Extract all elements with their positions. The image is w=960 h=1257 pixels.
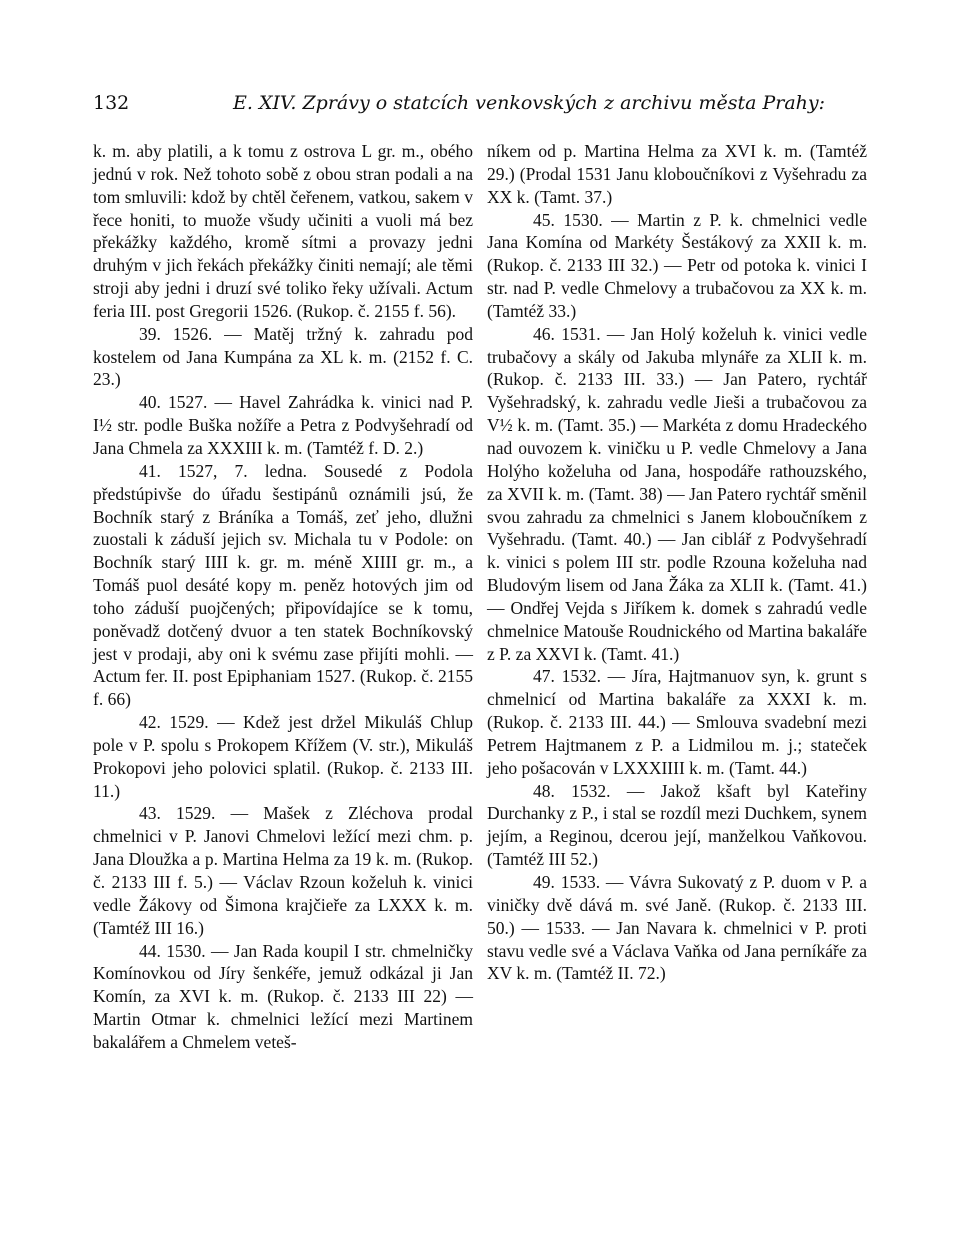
running-title: E. XIV. Zprávy o statcích venkovských z archivu města Prahy: bbox=[233, 92, 826, 114]
page-number: 132 bbox=[93, 92, 130, 114]
running-head bbox=[93, 92, 873, 122]
right-column bbox=[487, 140, 867, 985]
paragraph-left-6: 43. 1529. — Mašek z Zléchova prodal chmelnici v P. Janovi Chmelovi ležící mezi chm. p. Jana Dloužka a p. Martina Helma za 19 k. m. (Rukop. č. 2133 III f. 5.) — Václav Rzoun koželuh k. vinici vedle Žákovy od Šimona krajčieře za LXXX k. m. (Tamtéž III 16.) bbox=[93, 803, 473, 938]
paragraph-left-2: 39. 1526. — Matěj tržný k. zahradu pod kostelem od Jana Kumpána za XL k. m. (2152 f. C. 23.) bbox=[93, 323, 473, 390]
paragraph-left-4: 41. 1527, 7. ledna. Sousedé z Podola předstúpivše do úřadu šestipánů oznámili jsú, že Bochník starý z Bráníka a Tomáš, zeť jeho, dlužni zuostali k záduší jejich sv. Michala tu v Podole: on Bochník starý IIII k. gr. m. méně XIIII gr. m., a Tomáš puol desáté kopy m. peněz hotových jim od toho záduší puojčených; připovídajíce se k tomu, poněvadž dotčený dvuor a ten statek Bochníkovský jest v prodaji, aby oni k svému zase přijíti mohli. — Actum fer. II. post Epiphaniam 1527. (Rukop. č. 2155 f. 66) bbox=[93, 460, 473, 710]
paragraph-right-4: 47. 1532. — Jíra, Hajtmanuov syn, k. grunt s chmelnicí od Martina bakaláře za XXXI k. m. (Rukop. č. 2133 III. 44.) — Smlouva svadební mezi Petrem Hajtmanem z P. a Lidmilou m. j.; stateček jeho pošacován v LXXXIIII k. m. (Tamt. 44.) bbox=[487, 666, 867, 778]
paragraph-right-1: níkem od p. Martina Helma za XVI k. m. (Tamtéž 29.) (Prodal 1531 Janu kloboučníkovi z Vyšehradu za XX k. (Tamt. 37.) bbox=[487, 141, 867, 207]
paragraph-left-7: 44. 1530. — Jan Rada koupil I str. chmelničky Komínovkou od Jíry šenkéře, jemuž odkázal ji Jan Komín, za XVI k. m. (Rukop. č. 2133 III 22) — Martin Otmar k. chmelnici ležící mezi Martinem bakalářem a Chmelem veteš- bbox=[93, 940, 473, 1052]
paragraph-right-6: 49. 1533. — Vávra Sukovatý z P. duom v P. a viničky dvě dává m. své Janě. (Rukop. č. 2133 III. 50.) — 1533. — Jan Navara k. chmelnici v P. proti stavu vedle své a Václava Vaňka od Jana perníkáře za XV k. m. (Tamtéž II. 72.) bbox=[487, 872, 867, 984]
paragraph-right-2: 45. 1530. — Martin z P. k. chmelnici vedle Jana Komína od Markéty Šestákový za XXII k. m. (Rukop. č. 2133 III 32.) — Petr od potoka k. vinici I str. nad P. vedle Chmelovy a trubačovou za XX k. m. (Tamtéž 33.) bbox=[487, 209, 867, 321]
paragraph-right-3: 46. 1531. — Jan Holý koželuh k. vinici vedle trubačovy a skály od Jakuba mlynáře za XLII k. m. (Rukop. č. 2133 III. 33.) — Jan Patero, rychtář Vyšehradský, k. zahradu vedle Jieši a trubačovou za V½ k. m. (Tamt. 35.) — Markéta z domu Hradeckého nad ouvozem k. viničku u P. vedle Chmelovy a Jana Holýho koželuha od Jana, hospodáře rathouzského, za XVII k. m. (Tamt. 38) — Jan Patero rychtář směnil svou zahradu za chmelnici s Janem kloboučníkem z Vyšehradu. (Tamt. 40.) — Jan ciblář z Podvyšehradí k. vinici s polem III str. podle Rzouna koželuha nad Bludovým lisem od Jana Žáka za XLII k. (Tamt. 41.) — Ondřej Vejda s Jiříkem k. domek s zahradú vedle chmelnice Matouše Roudnického od Martina bakaláře z P. za XXVI k. (Tamt. 41.) bbox=[487, 323, 867, 664]
paragraph-left-1: k. m. aby platili, a k tomu z ostrova L gr. m., obého jednú v rok. Než tohoto sobě z obou stran podali a na tom smluvili: kdož by chtěl čeřenem, vatkou, sakem v řece honiti, to muože všudy učiniti a vuoli má bez překážky každého, kromě sítmi a provazy jedni druhým v jich řekách překážky činiti nemají; ale těmi stroji aby jedni i druzí své toliko řeky užívali. Actum feria III. post Gregorii 1526. (Rukop. č. 2155 f. 56). bbox=[93, 141, 473, 321]
left-column bbox=[93, 140, 473, 1054]
paragraph-right-5: 48. 1532. — Jakož kšaft byl Kateřiny Durchanky z P., i stal se rozdíl mezi Duchkem, synem jejím, a Reginou, dcerou její, manželkou Vaňkovou. (Tamtéž III 52.) bbox=[487, 780, 867, 870]
paragraph-left-5: 42. 1529. — Kdež jest držel Mikuláš Chlup pole v P. spolu s Prokopem Křížem (V. str.), Mikuláš Prokopovi jeho polovici splatil. (Rukop. č. 2133 III. 11.) bbox=[93, 712, 473, 801]
paragraph-left-3: 40. 1527. — Havel Zahrádka k. vinici nad P. I½ str. podle Buška nožíře a Petra z Podvyšehradí od Jana Chmela za XXXIII k. m. (Tamtéž f. D. 2.) bbox=[93, 392, 473, 458]
